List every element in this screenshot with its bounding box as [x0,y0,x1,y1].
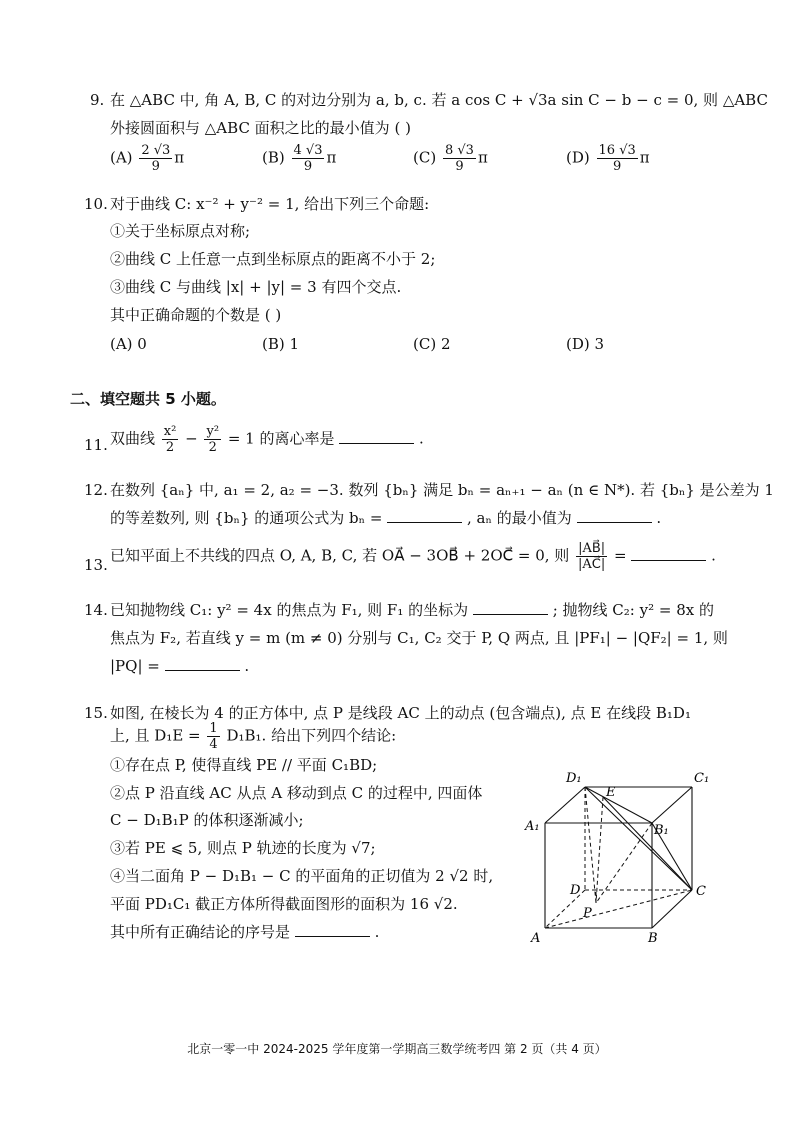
q9-line1: 在 △ABC 中, 角 A, B, C 的对边分别为 a, b, c. 若 a cos C + √3a sin C − b − c = 0, 则 △ABC [110,91,768,109]
q11-text: 双曲线 $\frac{\text{x²}}{2}$ − $\frac{\text{y²}}{2}$ = 1 的离心率是 . [110,424,424,455]
q10-line3: ②曲线 C 上任意一点到坐标原点的距离不小于 2; [110,250,436,268]
label-p: P [583,906,592,921]
q9-option-d: (D) $\frac{16 √3}{9}$ π [566,143,650,174]
label-c1: C₁ [694,771,710,786]
q11-fraction-x: $\frac{\text{x²}}{2}$ [163,424,177,455]
q15-conclusion-2a: ②点 P 沿直线 AC 从点 A 移动到点 C 的过程中, 四面体 [110,784,483,802]
edge-a1-d1 [545,787,585,823]
q14-answer-blank-2[interactable] [165,656,240,671]
q15-conclusion-4a: ④当二面角 P − D₁B₁ − C 的平面角的正切值为 2 √2 时, [110,867,494,885]
line-d1-c [585,787,692,890]
q10-option-b: (B) 1 [262,335,300,353]
q10-option-c: (C) 2 [413,335,451,353]
hidden-line-d1-p [585,787,596,903]
q15-line2: 上, 且 D₁E = $\frac{1}{4}$ D₁B₁. 给出下列四个结论: [110,721,397,752]
q15-answer-blank[interactable] [295,922,370,937]
label-b1: B₁ [654,823,669,838]
q10-option-a: (A) 0 [110,335,147,353]
q12-number: 12. [84,481,108,499]
label-d: D [570,883,581,898]
q13-number: 13. [84,556,108,574]
q13-answer-blank[interactable] [631,546,706,561]
line-e-c [603,797,692,890]
q14-line1: 已知抛物线 C₁: y² = 4x 的焦点为 F₁, 则 F₁ 的坐标为 ; 抛物线 C₂: y² = 8x 的 [110,601,714,619]
q10-line1: 对于曲线 C: x⁻² + y⁻² = 1, 给出下列三个命题: [110,195,430,213]
edge-b-c [652,890,692,928]
q9-number: 9. [90,91,105,109]
label-a1: A₁ [525,819,540,834]
q9-option-b-fraction: $\frac{4 √3}{9}$ [293,143,323,174]
q11-answer-blank[interactable] [339,429,414,444]
hidden-line-a-c [545,890,692,928]
q11-fraction-y: $\frac{\text{y²}}{2}$ [206,424,220,455]
q14-number: 14. [84,601,108,619]
line-d1-b1 [585,787,652,823]
q10-line2: ①关于坐标原点对称; [110,222,251,240]
q12-answer-blank-2[interactable] [577,508,652,523]
q9-option-a: (A) $\frac{2 √3}{9}$ π [110,143,185,174]
q10-option-d: (D) 3 [566,335,605,353]
q14-line3: |PQ| = . [110,657,250,675]
page-footer: 北京一零一中 2024-2025 学年度第一学期高三数学统考四 第 2 页（共 4 页） [187,1042,607,1056]
q15-number: 15. [84,704,108,722]
label-c: C [696,884,706,899]
q9-line2: 外接圆面积与 △ABC 面积之比的最小值为 ( ) [110,119,411,137]
q9-option-c-fraction: $\frac{8 √3}{9}$ [444,143,474,174]
label-e: E [606,785,616,800]
section-2-heading: 二、填空题共 5 小题。 [70,390,226,408]
q13-fraction: $\frac{|AB⃗|}{|AC⃗|}$ [578,541,606,572]
q9-option-c: (C) $\frac{8 √3}{9}$ π [413,143,488,174]
q13-text: 已知平面上不共线的四点 O, A, B, C, 若 OA⃗ − 3OB⃗ + 2OC⃗ = 0, 则 $\frac{|AB⃗|}{|AC⃗|}$ = . [110,541,716,572]
hidden-line-b1-p [596,823,652,903]
q15-conclusion-1: ①存在点 P, 使得直线 PE // 平面 C₁BD; [110,756,378,774]
q11-number: 11. [84,436,108,454]
q14-line2: 焦点为 F₂, 若直线 y = m (m ≠ 0) 分别与 C₁, C₂ 交于 P, Q 两点, 且 |PF₁| − |QF₂| = 1, 则 [110,629,728,647]
hidden-line-e-p [596,797,603,903]
q15-conclusion-2b: C − D₁B₁P 的体积逐渐减小; [110,811,304,829]
q12-line2: 的等差数列, 则 {bₙ} 的通项公式为 bₙ = , aₙ 的最小值为 . [110,509,662,527]
q9-option-b: (B) $\frac{4 √3}{9}$ π [262,143,337,174]
q10-line4: ③曲线 C 与曲线 |x| + |y| = 3 有四个交点. [110,278,402,296]
label-d1: D₁ [566,771,582,786]
edge-b1-c1 [652,787,692,823]
q15-conclusion-4b: 平面 PD₁C₁ 截正方体所得截面图形的面积为 16 √2. [110,895,458,913]
q9-option-d-fraction: $\frac{16 √3}{9}$ [598,143,636,174]
label-a: A [531,931,541,946]
q15-conclusion-3: ③若 PE ⩽ 5, 则点 P 轨迹的长度为 √7; [110,839,376,857]
q12-answer-blank-1[interactable] [387,508,462,523]
q10-line5: 其中正确命题的个数是 ( ) [110,306,282,324]
q15-line1: 如图, 在棱长为 4 的正方体中, 点 P 是线段 AC 上的动点 (包含端点), 点 E 在线段 B₁D₁ [110,704,691,722]
q15-fraction: $\frac{1}{4}$ [209,721,218,752]
q9-option-a-fraction: $\frac{2 √3}{9}$ [141,143,171,174]
cube-figure [520,760,720,950]
label-b: B [648,931,658,946]
q10-number: 10. [84,195,108,213]
q12-line1: 在数列 {aₙ} 中, a₁ = 2, a₂ = −3. 数列 {bₙ} 满足 bₙ = aₙ₊₁ − aₙ (n ∈ N*). 若 {bₙ} 是公差为 1 [110,481,774,499]
q15-last-line: 其中所有正确结论的序号是 . [110,923,380,941]
q14-answer-blank-1[interactable] [473,600,548,615]
